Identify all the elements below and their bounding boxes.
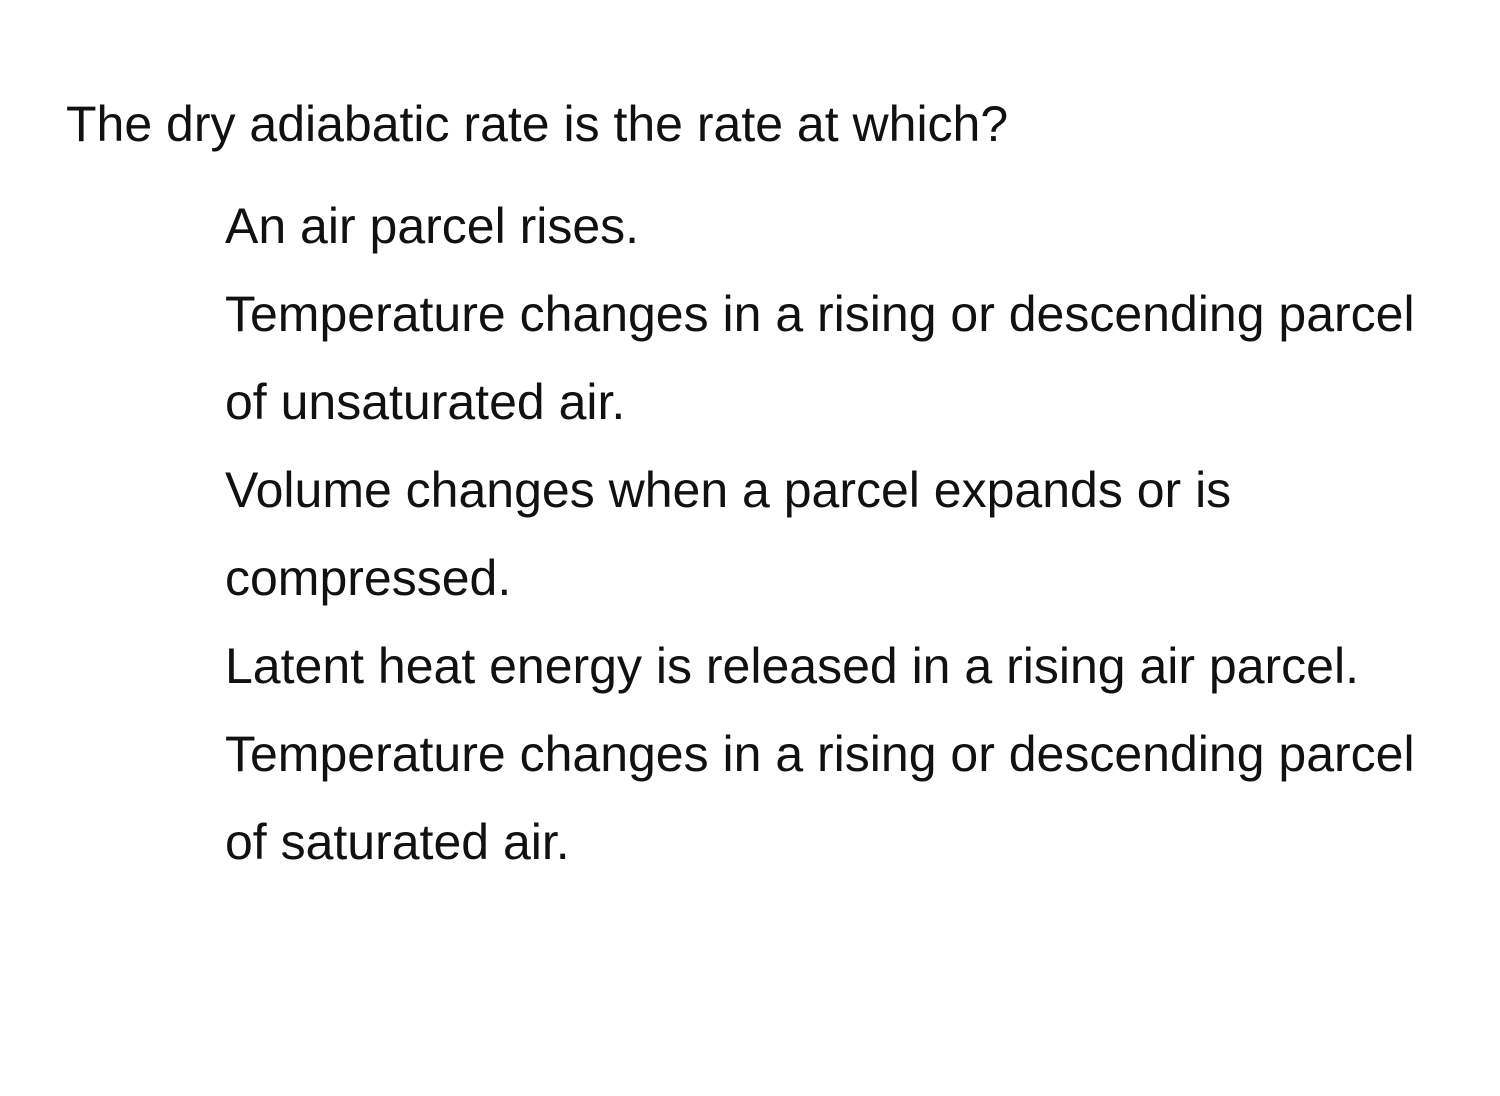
- answer-option-3[interactable]: Volume changes when a parcel expands or is compressed.: [225, 462, 1232, 606]
- answer-option-4[interactable]: Latent heat energy is released in a rising air parcel.: [225, 638, 1359, 694]
- answer-option-1[interactable]: An air parcel rises.: [225, 198, 640, 254]
- answer-options-list: [225, 182, 1435, 886]
- question-text: The dry adiabatic rate is the rate at which?: [66, 96, 1009, 152]
- answer-option-2[interactable]: Temperature changes in a rising or descending parcel of unsaturated air.: [225, 286, 1415, 430]
- answer-option-5[interactable]: Temperature changes in a rising or descending parcel of saturated air.: [225, 726, 1415, 870]
